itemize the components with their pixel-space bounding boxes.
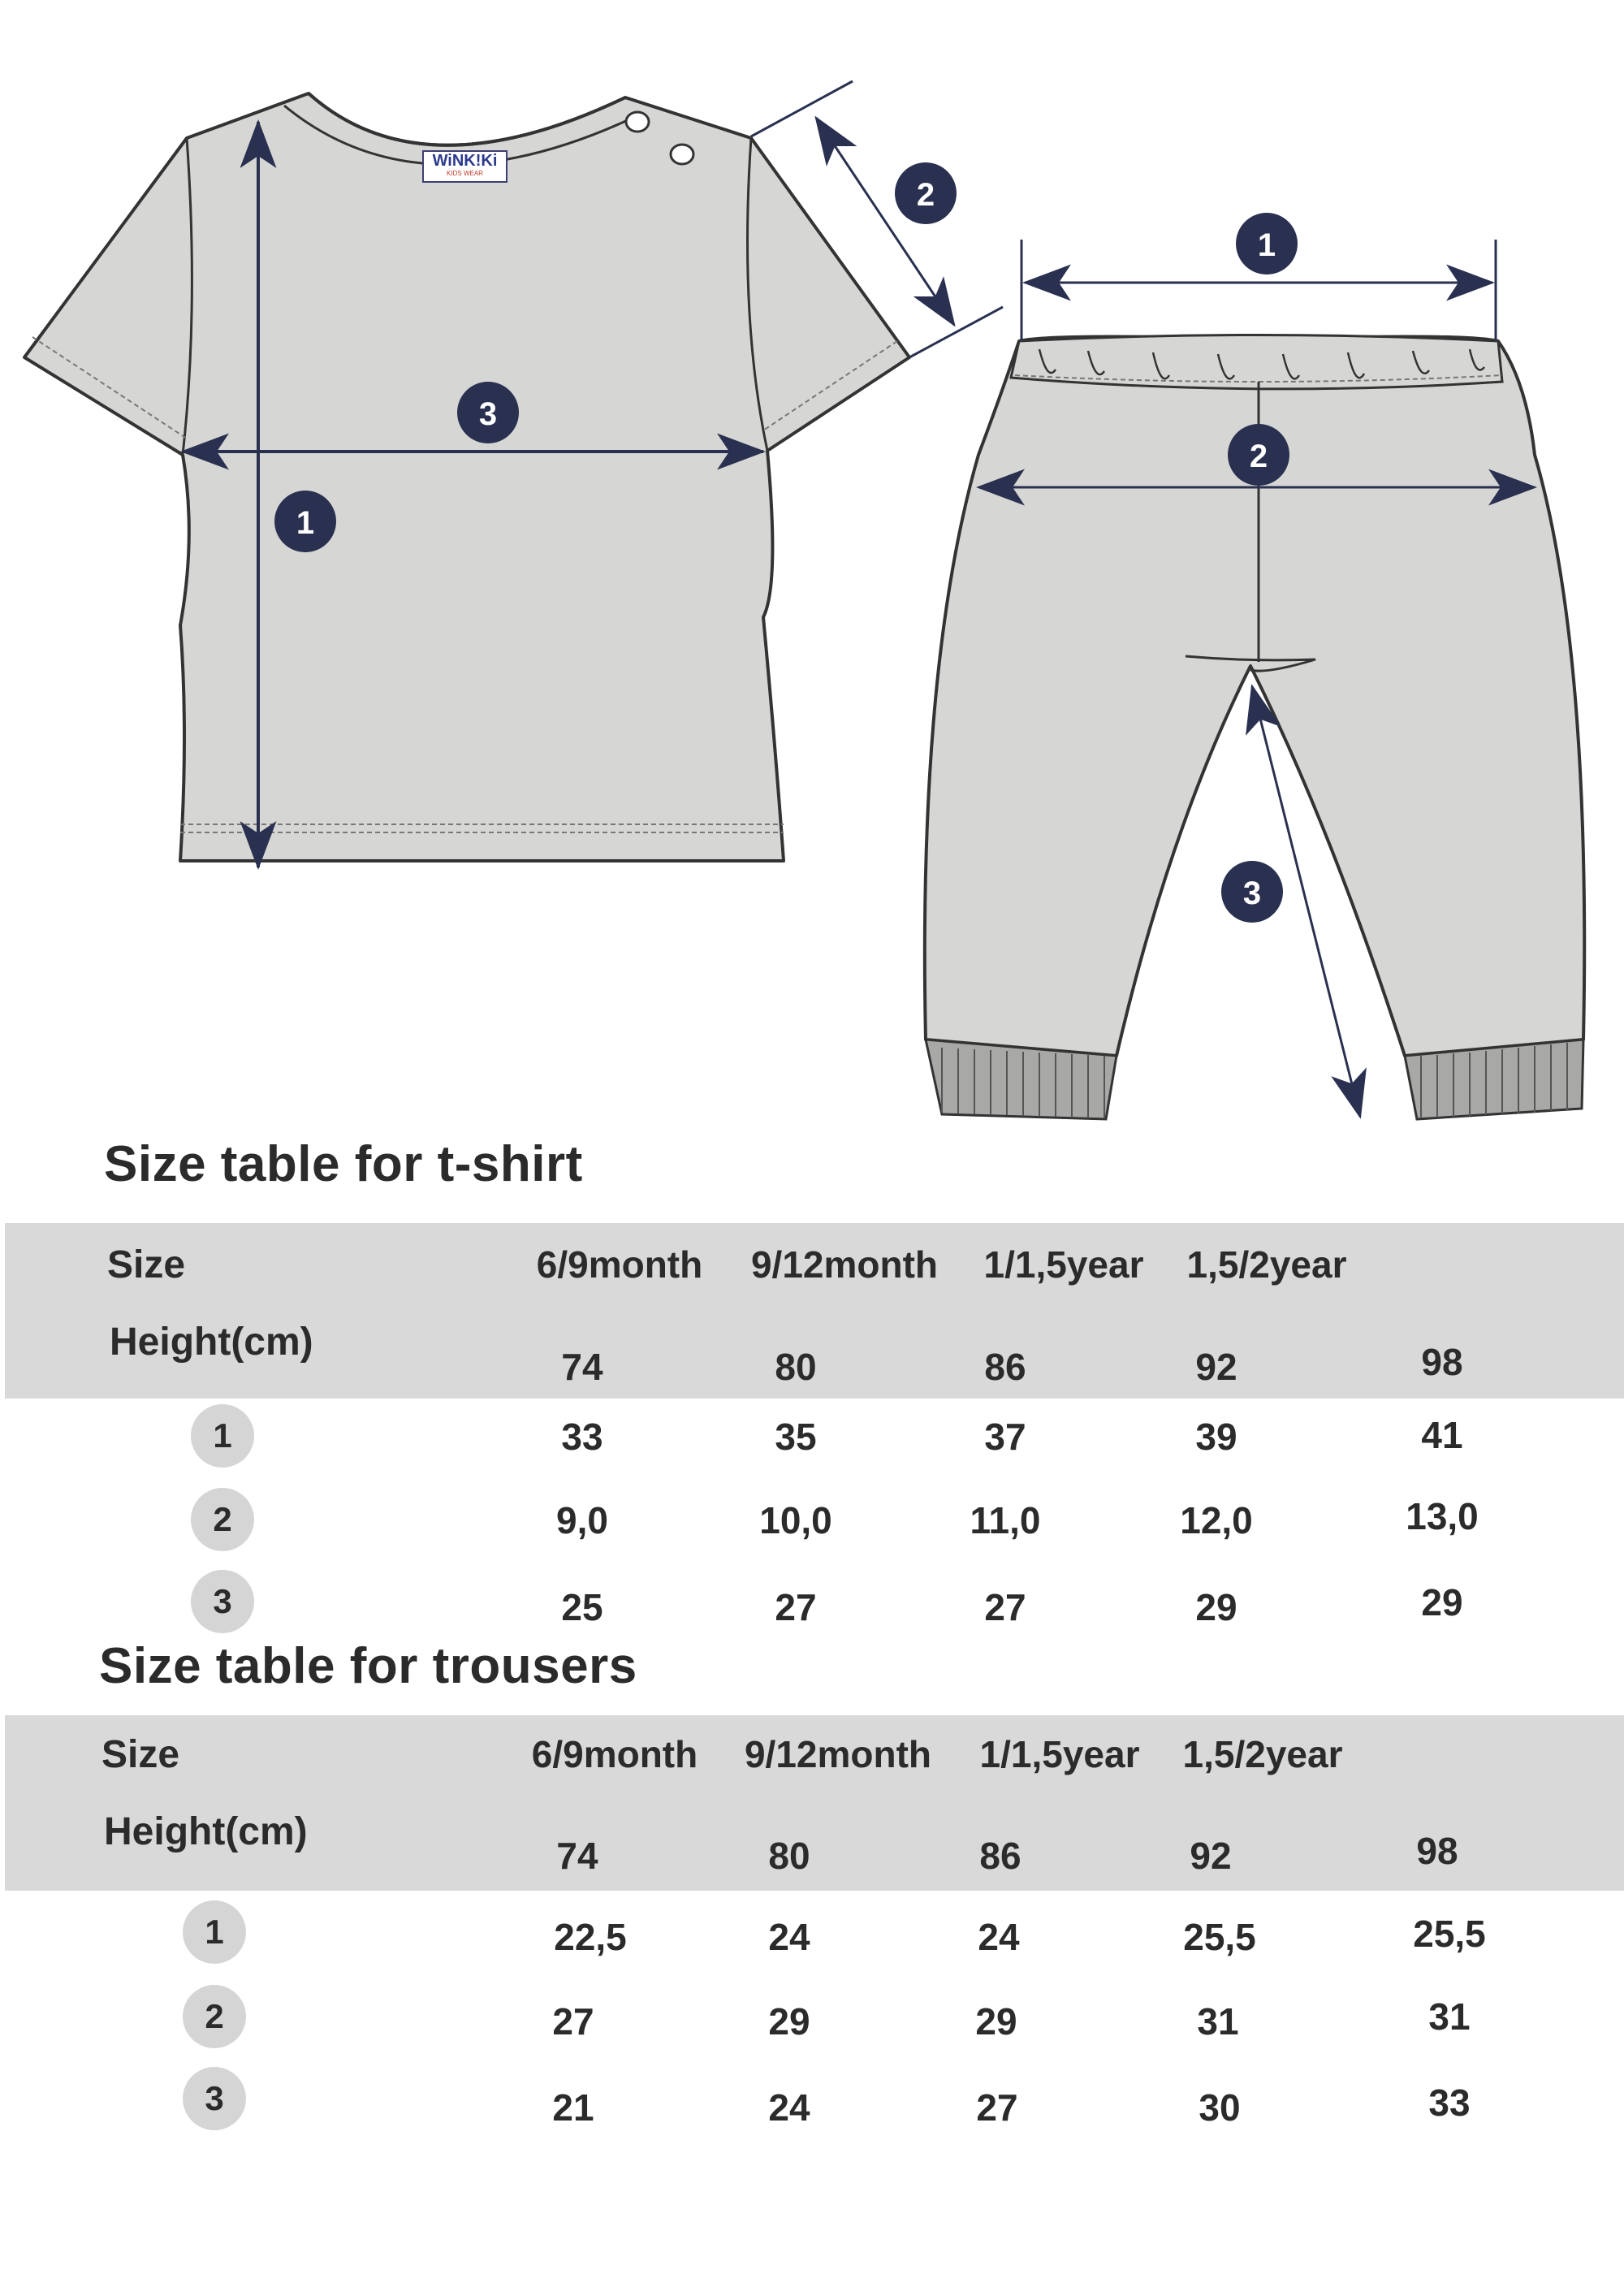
tshirt-cell: 27 bbox=[984, 1586, 1026, 1628]
brand-logo bbox=[422, 150, 508, 183]
svg-text:2: 2 bbox=[1249, 439, 1268, 474]
tshirt-marker-2 bbox=[895, 162, 957, 224]
tshirt-cell: 11,0 bbox=[970, 1499, 1041, 1541]
tshirt-cell: 41 bbox=[1421, 1414, 1463, 1456]
tshirt-cell: 35 bbox=[775, 1416, 817, 1458]
trousers-size-header: 1/1,5year bbox=[979, 1733, 1140, 1775]
tshirt-height-label: Height(cm) bbox=[110, 1321, 313, 1364]
trousers-cell: 33 bbox=[1428, 2082, 1471, 2124]
trousers-cell: 25,5 bbox=[1183, 1916, 1256, 1958]
tshirt-size-header: 6/9month bbox=[536, 1243, 703, 1286]
trousers-cell: 31 bbox=[1428, 1995, 1471, 2038]
trousers-cell: 24 bbox=[768, 2086, 810, 2129]
trousers-height-value: 80 bbox=[768, 1835, 810, 1877]
tshirt-cell: 33 bbox=[561, 1416, 603, 1458]
tshirt-marker-3 bbox=[457, 382, 519, 443]
brand-logo-text: WiNK!Ki bbox=[432, 152, 498, 170]
svg-text:2: 2 bbox=[916, 177, 935, 213]
svg-text:1: 1 bbox=[1257, 227, 1276, 263]
trousers-cell: 29 bbox=[975, 2000, 1017, 2043]
trousers-size-header: 6/9month bbox=[531, 1733, 698, 1775]
tshirt-drawing bbox=[24, 93, 909, 861]
trousers-size-label: Size bbox=[102, 1733, 180, 1776]
tshirt-cell: 37 bbox=[984, 1416, 1026, 1458]
trousers-height-value: 98 bbox=[1416, 1830, 1458, 1872]
trousers-cell: 31 bbox=[1197, 2000, 1239, 2043]
trousers-cell: 29 bbox=[768, 2000, 810, 2043]
tshirt-height-value: 74 bbox=[561, 1346, 603, 1388]
tshirt-size-label: Size bbox=[107, 1243, 186, 1286]
trousers-height-value: 92 bbox=[1190, 1835, 1232, 1877]
tshirt-size-header: 1/1,5year bbox=[983, 1243, 1144, 1286]
trousers-row-badge: 1 bbox=[183, 1900, 246, 1964]
trousers-row-badge: 2 bbox=[183, 1985, 246, 2048]
trousers-marker-3 bbox=[1221, 861, 1283, 923]
trousers-cell: 24 bbox=[768, 1916, 810, 1958]
trousers-cell: 30 bbox=[1199, 2086, 1241, 2129]
trousers-marker-1 bbox=[1236, 213, 1298, 275]
tshirt-row-badge: 2 bbox=[191, 1488, 254, 1551]
tshirt-cell: 25 bbox=[561, 1586, 603, 1628]
trousers-size-header: 9/12month bbox=[744, 1733, 932, 1775]
tshirt-cell: 39 bbox=[1195, 1416, 1237, 1458]
tshirt-cell: 29 bbox=[1195, 1586, 1237, 1628]
trousers-cell: 21 bbox=[552, 2086, 594, 2129]
svg-text:3: 3 bbox=[478, 396, 498, 432]
tshirt-height-value: 98 bbox=[1421, 1341, 1463, 1383]
brand-logo-subtext: KIDS WEAR bbox=[447, 170, 483, 177]
svg-text:3: 3 bbox=[1242, 875, 1262, 911]
trousers-height-value: 86 bbox=[979, 1835, 1021, 1877]
tshirt-cell: 27 bbox=[775, 1586, 817, 1628]
trousers-table-title: Size table for trousers bbox=[99, 1638, 637, 1694]
tshirt-table-title: Size table for t-shirt bbox=[104, 1136, 583, 1192]
tshirt-row-badge: 3 bbox=[191, 1570, 254, 1633]
trousers-marker-2 bbox=[1228, 424, 1289, 486]
tshirt-height-value: 80 bbox=[775, 1346, 817, 1388]
trousers-cell: 27 bbox=[552, 2000, 594, 2043]
tshirt-cell: 29 bbox=[1421, 1581, 1463, 1623]
trousers-height-value: 74 bbox=[556, 1835, 598, 1877]
tshirt-body bbox=[24, 93, 909, 861]
tshirt-height-value: 86 bbox=[984, 1346, 1026, 1388]
tshirt-cell: 9,0 bbox=[556, 1499, 608, 1541]
trousers-row-badge: 3 bbox=[183, 2067, 246, 2130]
tshirt-cell: 12,0 bbox=[1180, 1499, 1253, 1541]
trousers-cell: 22,5 bbox=[554, 1916, 627, 1958]
tshirt-cell: 10,0 bbox=[759, 1499, 832, 1541]
tshirt-row-badge: 1 bbox=[191, 1404, 254, 1468]
trousers-cell: 25,5 bbox=[1413, 1913, 1486, 1955]
tshirt-size-header: 9/12month bbox=[750, 1243, 939, 1286]
tshirt-cell: 13,0 bbox=[1406, 1495, 1479, 1537]
svg-text:1: 1 bbox=[296, 505, 315, 541]
tshirt-size-header: 1,5/2year bbox=[1186, 1243, 1347, 1286]
trousers-cell: 27 bbox=[976, 2086, 1018, 2129]
trousers-size-header: 1,5/2year bbox=[1182, 1733, 1343, 1775]
tshirt-marker-1 bbox=[274, 491, 336, 552]
tshirt-height-value: 92 bbox=[1195, 1346, 1237, 1388]
trousers-cell: 24 bbox=[978, 1916, 1020, 1958]
trousers-height-label: Height(cm) bbox=[104, 1810, 308, 1853]
